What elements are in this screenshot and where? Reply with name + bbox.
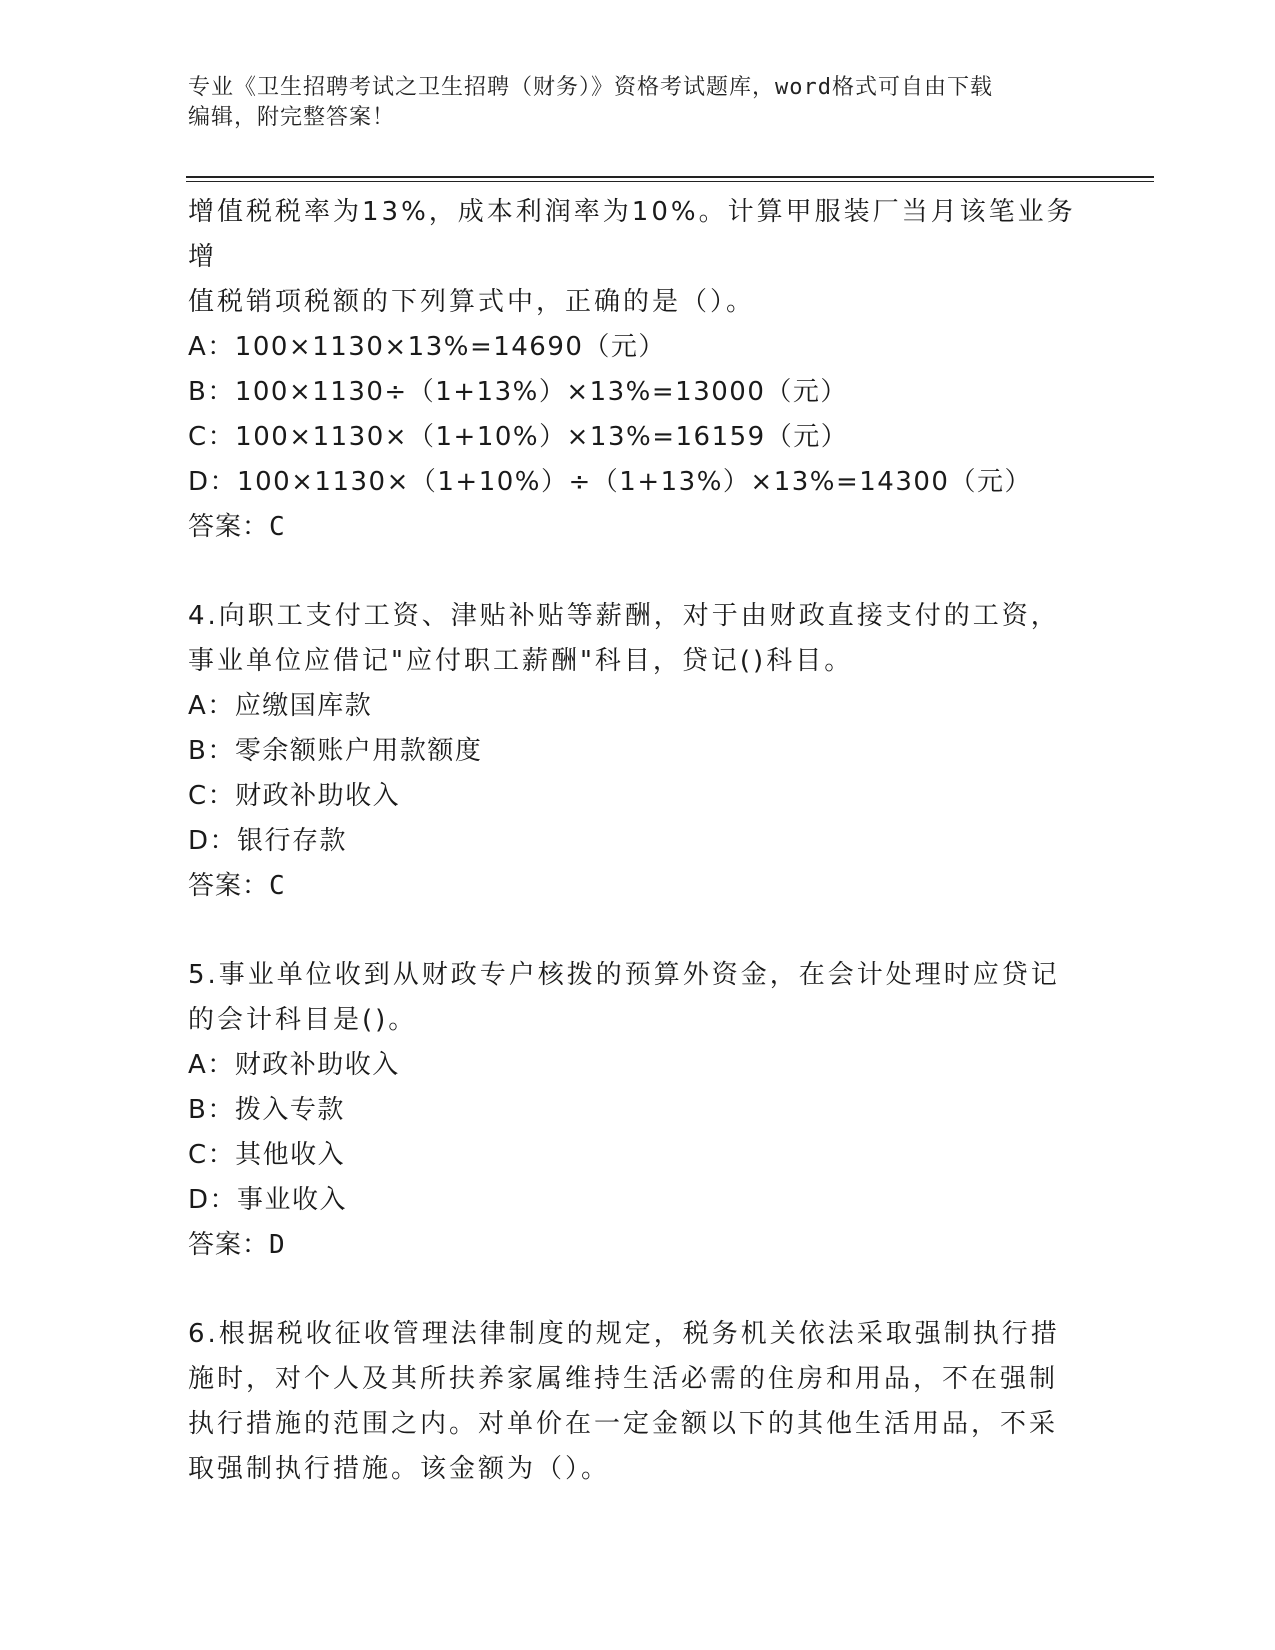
- question-5-option-a: A：财政补助收入: [188, 1050, 400, 1080]
- question-5-option-d: D：事业收入: [188, 1185, 348, 1215]
- question-3-option-a: A：100×1130×13%=14690（元）: [188, 332, 666, 362]
- answer-value: D: [269, 1230, 286, 1260]
- question-3-text-line-2: 值税销项税额的下列算式中，正确的是（）。: [188, 287, 756, 317]
- header-line-2: 编辑，附完整答案！: [188, 105, 396, 130]
- spacer: [188, 909, 1088, 953]
- question-3-option-d: D：100×1130×（1+10%）÷（1+13%）×13%=14300（元）: [188, 467, 1032, 497]
- answer-label: 答案：: [188, 512, 270, 542]
- question-3-answer: [188, 505, 1088, 550]
- question-4: [188, 594, 1088, 909]
- question-6-text-line-3: 执行措施的范围之内。对单价在一定金额以下的其他生活用品，不采: [188, 1409, 1059, 1439]
- answer-label: 答案：: [188, 871, 270, 901]
- question-5-text-line-1: 5.事业单位收到从财政专户核拨的预算外资金，在会计处理时应贷记: [188, 960, 1060, 990]
- header-divider-thick: [186, 176, 1154, 178]
- answer-label: 答案：: [188, 1230, 270, 1260]
- question-4-option-c: C：财政补助收入: [188, 781, 401, 811]
- question-6: [188, 1312, 1088, 1492]
- spacer: [188, 1268, 1088, 1312]
- question-4-option-d: D：银行存款: [188, 826, 348, 856]
- question-4-text-line-2: 事业单位应借记"应付职工薪酬"科目，贷记()科目。: [188, 646, 854, 676]
- question-5: [188, 953, 1088, 1268]
- question-3: [188, 190, 1088, 550]
- question-content: [188, 190, 1088, 1492]
- question-4-option-b: B：零余额账户用款额度: [188, 736, 483, 766]
- question-6-text-line-4: 取强制执行措施。该金额为（）。: [188, 1454, 611, 1484]
- spacer: [188, 550, 1088, 594]
- question-6-text-line-2: 施时，对个人及其所扶养家属维持生活必需的住房和用品，不在强制: [188, 1364, 1059, 1394]
- header-divider-thin: [186, 181, 1154, 182]
- question-4-answer: [188, 864, 1088, 909]
- question-5-option-c: C：其他收入: [188, 1140, 346, 1170]
- question-3-option-c: C：100×1130×（1+10%）×13%=16159（元）: [188, 422, 849, 452]
- answer-value: C: [269, 512, 286, 542]
- question-3-option-b: B：100×1130÷（1+13%）×13%=13000（元）: [188, 377, 848, 407]
- question-5-text-line-2: 的会计科目是()。: [188, 1005, 418, 1035]
- question-4-option-a: A：应缴国库款: [188, 691, 373, 721]
- header-line-1: 专业《卫生招聘考试之卫生招聘（财务）》资格考试题库，word格式可自由下载: [188, 75, 993, 100]
- question-5-option-b: B：拨入专款: [188, 1095, 345, 1125]
- document-header: [188, 73, 1088, 133]
- question-5-answer: [188, 1223, 1088, 1268]
- question-3-text-line-1: 增值税税率为13%，成本利润率为10%。计算甲服装厂当月该笔业务增: [188, 197, 1076, 272]
- question-6-text-line-1: 6.根据税收征收管理法律制度的规定，税务机关依法采取强制执行措: [188, 1319, 1060, 1349]
- answer-value: C: [269, 871, 286, 901]
- question-4-text-line-1: 4.向职工支付工资、津贴补贴等薪酬，对于由财政直接支付的工资，: [188, 601, 1060, 631]
